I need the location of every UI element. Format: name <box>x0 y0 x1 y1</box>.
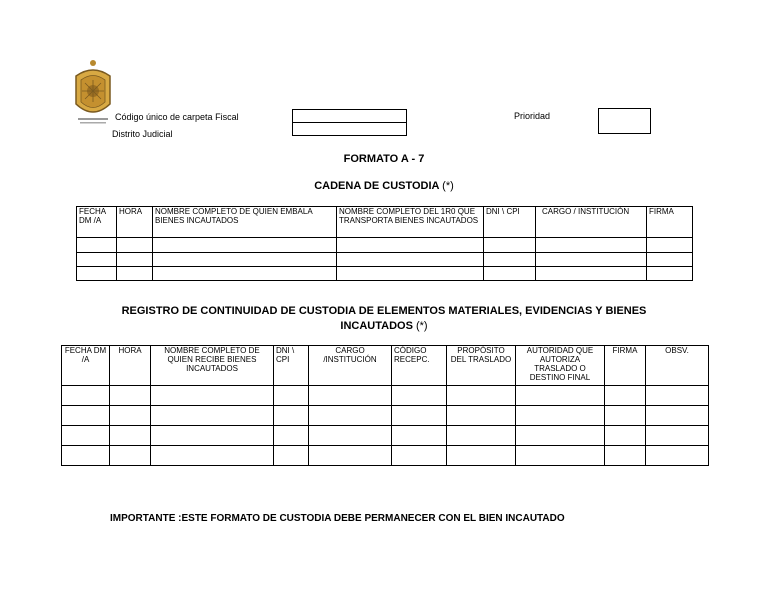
table-cell[interactable] <box>536 267 647 281</box>
col-header: FECHA DM /A <box>77 207 117 238</box>
table-cell[interactable] <box>392 446 447 466</box>
table-cell[interactable] <box>337 238 484 253</box>
table-cell[interactable] <box>447 406 516 426</box>
table-cell[interactable] <box>62 386 110 406</box>
table-cell[interactable] <box>77 267 117 281</box>
col-header: DNI \ CPI <box>484 207 536 238</box>
table-cell[interactable] <box>151 386 274 406</box>
table-cell[interactable] <box>605 426 646 446</box>
table-cell[interactable] <box>309 426 392 446</box>
table-row <box>77 253 693 267</box>
table-cell[interactable] <box>516 446 605 466</box>
distrito-judicial-label: Distrito Judicial <box>112 129 173 139</box>
table-cell[interactable] <box>646 426 709 446</box>
table-cell[interactable] <box>484 253 536 267</box>
table-cell[interactable] <box>153 253 337 267</box>
prioridad-field[interactable] <box>598 108 651 134</box>
table-cell[interactable] <box>447 446 516 466</box>
col-header: PROPÓSITO DEL TRASLADO <box>447 346 516 386</box>
table-header-row <box>62 346 709 386</box>
col-header: HORA <box>110 346 151 386</box>
table-cell[interactable] <box>274 406 309 426</box>
table-cell[interactable] <box>110 426 151 446</box>
table-cell[interactable] <box>77 253 117 267</box>
table-cell[interactable] <box>117 267 153 281</box>
formato-title: FORMATO A - 7 <box>343 153 425 165</box>
table-cell[interactable] <box>516 386 605 406</box>
table-cell[interactable] <box>392 426 447 446</box>
col-header: CARGO / INSTITUCIÓN <box>536 207 647 238</box>
registro-title-marker: (*) <box>415 320 428 332</box>
registro-continuidad-table <box>61 345 709 466</box>
table-cell[interactable] <box>337 267 484 281</box>
table-cell[interactable] <box>77 238 117 253</box>
table-row <box>77 238 693 253</box>
col-header: AUTORIDAD QUE AUTORIZA TRASLADO O DESTINO FINAL <box>516 346 605 386</box>
cadena-custodia-table <box>76 206 693 281</box>
table-cell[interactable] <box>516 426 605 446</box>
importante-note: IMPORTANTE :ESTE FORMATO DE CUSTODIA DEBE PERMANECER CON EL BIEN INCAUTADO <box>110 513 565 524</box>
table-cell[interactable] <box>110 406 151 426</box>
table-cell[interactable] <box>337 253 484 267</box>
col-header: OBSV. <box>646 346 709 386</box>
registro-title-line1: REGISTRO DE CONTINUIDAD DE CUSTODIA DE ELEMENTOS MATERIALES, EVIDENCIAS Y BIENES <box>121 305 647 317</box>
table-cell[interactable] <box>274 386 309 406</box>
col-header: NOMBRE COMPLETO DE QUIEN RECIBE BIENES INCAUTADOS <box>151 346 274 386</box>
table-cell[interactable] <box>309 446 392 466</box>
table-cell[interactable] <box>646 446 709 466</box>
registro-title-line2-text: INCAUTADOS <box>340 320 413 332</box>
col-header: NOMBRE COMPLETO DE QUIEN EMBALA BIENES INCAUTADOS <box>153 207 337 238</box>
table-cell[interactable] <box>151 406 274 426</box>
table-cell[interactable] <box>605 386 646 406</box>
table-cell[interactable] <box>484 267 536 281</box>
col-header: FECHA DM /A <box>62 346 110 386</box>
table-cell[interactable] <box>392 406 447 426</box>
table-cell[interactable] <box>646 386 709 406</box>
table-cell[interactable] <box>153 238 337 253</box>
cadena-title <box>0 180 768 192</box>
table-cell[interactable] <box>110 386 151 406</box>
table-cell[interactable] <box>536 238 647 253</box>
col-header: FIRMA <box>605 346 646 386</box>
table-cell[interactable] <box>274 446 309 466</box>
carpeta-fiscal-label: Código único de carpeta Fiscal <box>115 112 239 122</box>
table-cell[interactable] <box>392 386 447 406</box>
table-row <box>62 426 709 446</box>
table-cell[interactable] <box>605 406 646 426</box>
table-row <box>62 406 709 426</box>
registro-title <box>60 304 708 334</box>
col-header: CARGO /INSTITUCIÓN <box>309 346 392 386</box>
table-cell[interactable] <box>484 238 536 253</box>
table-cell[interactable] <box>117 238 153 253</box>
distrito-judicial-field[interactable] <box>292 122 407 136</box>
table-cell[interactable] <box>117 253 153 267</box>
table-cell[interactable] <box>516 406 605 426</box>
table-cell[interactable] <box>151 426 274 446</box>
table-cell[interactable] <box>274 426 309 446</box>
col-header: DNI \ CPI <box>274 346 309 386</box>
table-row <box>62 446 709 466</box>
col-header: FIRMA <box>647 207 693 238</box>
table-cell[interactable] <box>605 446 646 466</box>
table-cell[interactable] <box>62 406 110 426</box>
prioridad-label: Prioridad <box>514 111 551 121</box>
ministerio-publico-seal-icon <box>70 58 116 132</box>
table-cell[interactable] <box>62 426 110 446</box>
table-cell[interactable] <box>151 446 274 466</box>
col-header: CÓDIGO RECEPC. <box>392 346 447 386</box>
table-cell[interactable] <box>647 238 693 253</box>
cadena-title-text: CADENA DE CUSTODIA <box>314 180 440 192</box>
table-cell[interactable] <box>647 267 693 281</box>
table-cell[interactable] <box>447 386 516 406</box>
table-cell[interactable] <box>447 426 516 446</box>
table-cell[interactable] <box>646 406 709 426</box>
table-header-row <box>77 207 693 238</box>
table-cell[interactable] <box>536 253 647 267</box>
table-cell[interactable] <box>309 386 392 406</box>
table-cell[interactable] <box>62 446 110 466</box>
col-header: NOMBRE COMPLETO DEL 1R0 QUE TRANSPORTA BIENES INCAUTADOS <box>337 207 484 238</box>
table-cell[interactable] <box>647 253 693 267</box>
table-row <box>77 267 693 281</box>
table-cell[interactable] <box>153 267 337 281</box>
cadena-title-marker: (*) <box>442 180 454 192</box>
table-cell[interactable] <box>110 446 151 466</box>
registro-title-line2 <box>60 319 708 334</box>
table-row <box>62 386 709 406</box>
carpeta-fiscal-field[interactable] <box>292 109 407 123</box>
table-cell[interactable] <box>309 406 392 426</box>
col-header: HORA <box>117 207 153 238</box>
